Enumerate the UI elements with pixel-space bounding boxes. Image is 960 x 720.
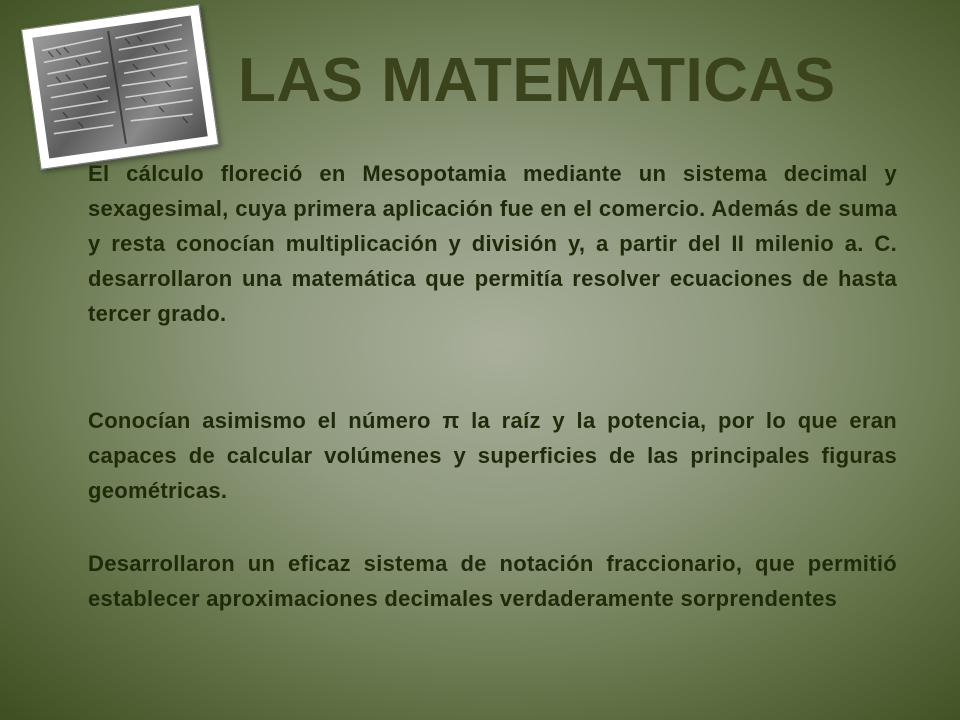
paragraph-notacion-fraccionaria: Desarrollaron un eficaz sistema de notación fraccionario, que permitió establecer aproximaciones decimales verdaderamente sorprendentes bbox=[88, 551, 897, 611]
cuneiform-tablet-image bbox=[21, 4, 219, 170]
tablet-photo bbox=[32, 15, 207, 158]
paragraph-numero-pi: Conocían asimismo el número π la raíz y la potencia, por lo que eran capaces de calcular volúmenes y superficies de las principales figuras geométricas. bbox=[88, 408, 897, 503]
slide-title: LAS MATEMATICAS bbox=[238, 46, 836, 115]
paragraph-calculo: El cálculo floreció en Mesopotamia mediante un sistema decimal y sexagesimal, cuya primera aplicación fue en el comercio. Además de suma y resta conocían multiplicación y división y, a partir del II milenio a. C. desarrollaron una matemática que permitía resolver ecuaciones de hasta tercer grado. bbox=[88, 161, 897, 326]
tablet-engraving bbox=[32, 15, 207, 158]
